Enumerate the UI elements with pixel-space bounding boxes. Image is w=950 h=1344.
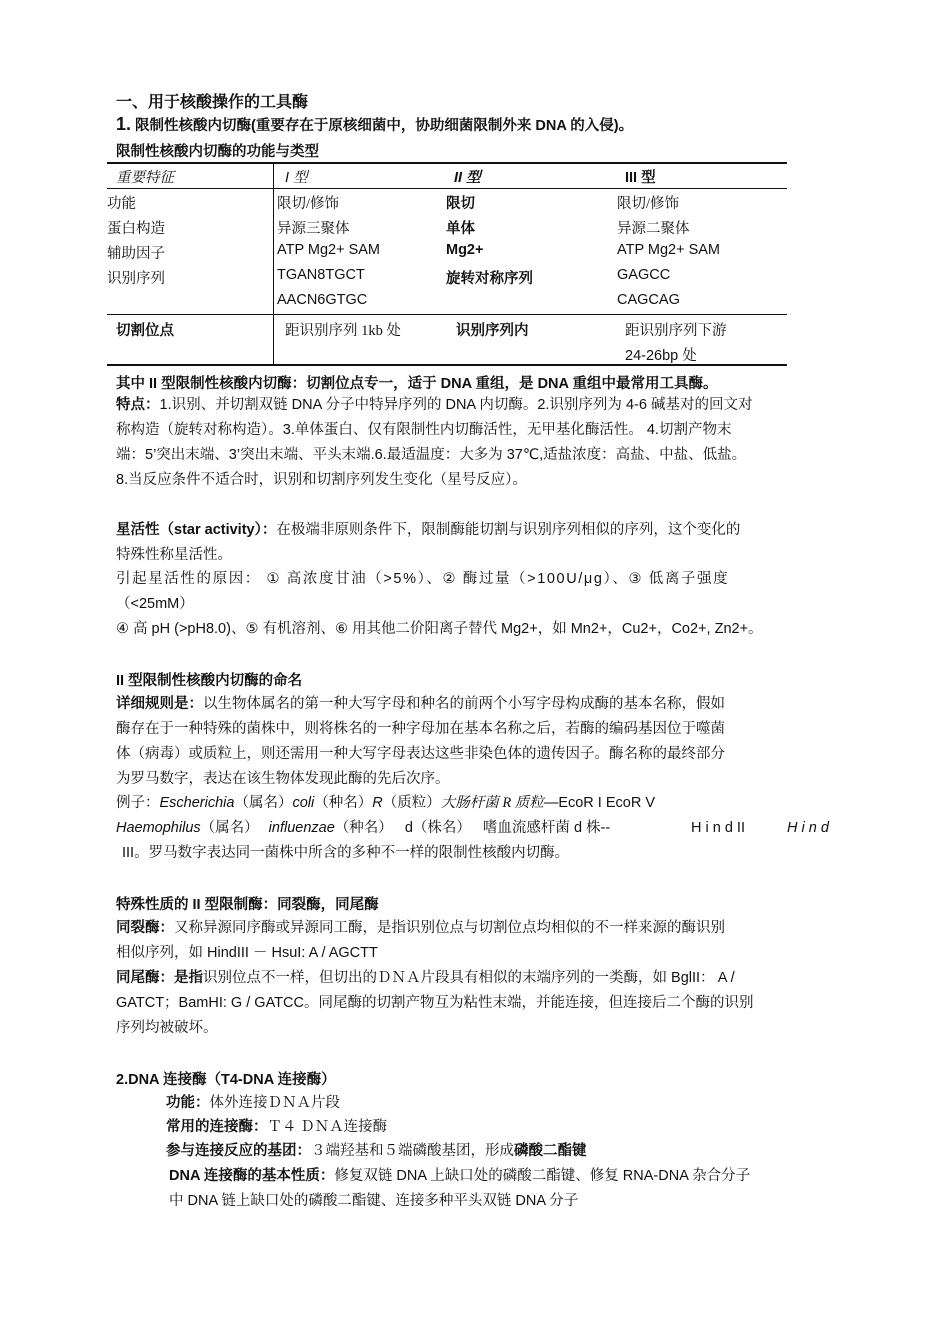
features-label: 特点： [116, 397, 160, 413]
table-cell: TGAN8TGCT [277, 267, 365, 283]
table-header-type1: I 型 [285, 170, 308, 186]
table-cell: 限切 [446, 196, 475, 212]
table-top-rule [107, 162, 787, 164]
example-enzyme-name: H i n d II [691, 820, 745, 836]
example-chinese-name: 大肠杆菌 R 质粒 [440, 795, 544, 811]
ligase-function [166, 1091, 340, 1116]
table-caption: 限制性核酸内切酶的功能与类型 [116, 144, 319, 160]
naming-line2: 酶存在于一种特殊的菌株中，则将株名的一种字母加在基本名称之后，若酶的编码基因位于噬菌 [116, 721, 725, 737]
ligase-groups [166, 1139, 587, 1164]
table-header-type3: III 型 [625, 170, 656, 186]
star-causes-line1: 引起星活性的原因： ① 高浓度甘油（>5%）、② 酶过量（>100U/μg）、③ 低离子强度 [116, 571, 730, 587]
star-activity-text: 在极端非原则条件下，限制酶能切割与识别序列相似的序列，这个变化的 [276, 522, 741, 538]
table-cell: 旋转对称序列 [446, 271, 533, 287]
ligase-function-label: 功能： [166, 1095, 210, 1111]
naming-title: II 型限制性核酸内切酶的命名 [116, 673, 303, 689]
features-line2: 称构造（旋转对称构造）。3.单体蛋白、仅有限制性内切酶活性，无甲基化酶活性。 4.切割产物末 [116, 422, 732, 438]
ligase-groups-label: 参与连接反应的基团： [166, 1143, 311, 1159]
special-title: 特殊性质的 II 型限制酶：同裂酶，同尾酶 [116, 897, 379, 913]
isocaudamer-line1 [116, 966, 735, 991]
star-causes-line3: ④ 高 pH (>pH8.0)、⑤ 有机溶剂、⑥ 用其他二价阳离子替代 Mg2+，如 Mn2+，Cu2+，Co2+, Zn2+。 [116, 621, 763, 637]
ligase-common [166, 1115, 387, 1140]
table-cell: 限切/修饰 [617, 196, 680, 212]
section1-title [116, 114, 633, 135]
section1-title-text: 限制性核酸内切酶(重要存在于原核细菌中，协助细菌限制外来 DNA 的入侵)。 [131, 118, 634, 134]
features-text: 1.识别、并切割双链 DNA 分子中特异序列的 DNA 内切酶。2.识别序列为 4-6 碱基对的回文对 [159, 397, 753, 413]
table-cell: ATP Mg2+ SAM [277, 242, 381, 258]
features-line4: 8.当反应条件不适合时，识别和切割序列发生变化（星号反应）。 [116, 472, 527, 488]
table-column-divider [273, 162, 274, 365]
example-enzyme-names: EcoR I EcoR V [558, 795, 656, 811]
ligase-common-text: Ｔ４ ＤＮＡ连接酶 [267, 1119, 388, 1135]
table-cell: 功能 [107, 196, 136, 212]
features-line1 [116, 393, 752, 418]
star-activity-label: 星活性（star activity）： [116, 522, 277, 538]
table-cut-type2: 识别序列内 [456, 323, 529, 339]
table-mid-rule [107, 314, 787, 315]
isocaudamer-line3: 序列均被破坏。 [116, 1020, 218, 1036]
naming-line3: 体（病毒）或质粒上，则还需用一种大写字母表达这些非染色体的遗传因子。酶名称的最终部分 [116, 746, 725, 762]
isoschizomer-label: 同裂酶： [116, 920, 174, 936]
table-header-rule [107, 188, 787, 189]
ligase-groups-text: ３端羟基和５端磷酸基团，形成 [311, 1143, 514, 1159]
naming-label: 详细规则是： [116, 696, 203, 712]
type2-statement: 其中 II 型限制性核酸内切酶：切割位点专一，适于 DNA 重组，是 DNA 重组中最常用工具酶。 [116, 376, 718, 392]
example-note: （种名） [334, 820, 393, 836]
ligase-bond: 磷酸二酯键 [514, 1143, 587, 1159]
ligase-title: 2.DNA 连接酶（T4-DNA 连接酶） [116, 1072, 336, 1088]
table-cell: 单体 [446, 221, 475, 237]
table-cut-type3-line1: 距识别序列下游 [625, 323, 727, 339]
main-heading: 一、用于核酸操作的工具酶 [116, 94, 309, 111]
example-note: （属名） [200, 820, 259, 836]
naming-text: 以生物体属名的第一种大写字母和种名的前两个小写字母构成酶的基本名称，假如 [203, 696, 725, 712]
example-note: （种名） [314, 795, 373, 811]
isoschizomer-line2: 相似序列，如 HindIII － HsuI: A / AGCTT [116, 945, 378, 961]
example-species: coli [292, 795, 315, 811]
naming-example2-line2: III。罗马数字表达同一菌株中所含的多种不一样的限制性核酸内切酶。 [122, 845, 570, 861]
table-cell: GAGCC [617, 267, 671, 283]
table-cell: 异源三聚体 [277, 221, 350, 237]
naming-example2 [116, 816, 836, 841]
table-cell: 辅助因子 [107, 246, 165, 262]
example-strain: d（株名） [404, 820, 471, 836]
naming-line1 [116, 692, 725, 717]
star-causes-line2: （<25mM） [116, 596, 194, 612]
example-prefix: 例子： [116, 795, 160, 811]
ligase-properties-line1 [169, 1164, 750, 1189]
table-cell: AACN6GTGC [277, 292, 368, 308]
isoschizomer-line1 [116, 916, 725, 941]
table-header-type2: II 型 [454, 170, 481, 186]
table-cell: 识别序列 [107, 271, 165, 287]
table-cell: 限切/修饰 [277, 196, 340, 212]
ligase-properties-line2: 中 DNA 链上缺口处的磷酸二酯键、连接多种平头双链 DNA 分子 [169, 1193, 579, 1209]
ligase-properties-label: DNA 连接酶的基本性质： [169, 1168, 335, 1184]
table-cell: 异源二聚体 [617, 221, 690, 237]
section1-number: 1. [116, 114, 132, 134]
example-note: （属名） [234, 795, 293, 811]
example-dash: — [543, 795, 559, 811]
ligase-common-label: 常用的连接酶： [166, 1119, 268, 1135]
example-note: （质粒） [382, 795, 441, 811]
example-genus: Haemophilus [116, 820, 201, 836]
star-activity-line2: 特殊性称星活性。 [116, 547, 232, 563]
isocaudamer-line2: GATCT；BamHI: G / GATCC。同尾酶的切割产物互为粘性末端，并能连接，但连接后二个酶的识别 [116, 995, 754, 1011]
table-cut-type1: 距识别序列 1kb 处 [285, 323, 401, 339]
table-cut-type3-line2: 24-26bp 处 [625, 348, 697, 364]
table-header-feature: 重要特征 [116, 170, 174, 186]
star-activity-line1 [116, 518, 740, 543]
example-genus: Escherichia [159, 795, 235, 811]
table-cell: CAGCAG [617, 292, 680, 308]
naming-example1 [116, 791, 655, 816]
features-line3: 端：5’突出末端、3’突出末端、平头末端.6.最适温度：大多为 37℃,适盐浓度：高盐、中盐、低盐。 [116, 447, 747, 463]
ligase-function-text: 体外连接ＤＮＡ片段 [209, 1095, 340, 1111]
ligase-properties-text: 修复双链 DNA 上缺口处的磷酸二酯键、修复 RNA-DNA 杂合分子 [334, 1168, 751, 1184]
table-cell: 蛋白构造 [107, 221, 165, 237]
isocaudamer-text: 识别位点不一样，但切出的ＤＮＡ片段具有相似的末端序列的一类酶，如 BglII： A / [203, 970, 735, 986]
example-enzyme-name: H i n d [787, 820, 829, 836]
isoschizomer-text: 又称异源同序酶或异源同工酶，是指识别位点与切割位点均相似的不一样来源的酶识别 [174, 920, 725, 936]
naming-line4: 为罗马数字，表达在该生物体发现此酶的先后次序。 [116, 771, 450, 787]
example-chinese-name: 嗜血流感杆菌 d 株-- [482, 820, 611, 836]
example-plasmid: R [372, 795, 383, 811]
table-cell: ATP Mg2+ SAM [617, 242, 721, 258]
isocaudamer-label: 同尾酶：是指 [116, 970, 203, 986]
example-species: influenzae [268, 820, 335, 836]
table-cut-label: 切割位点 [116, 323, 174, 339]
table-cell: Mg2+ [446, 242, 484, 258]
